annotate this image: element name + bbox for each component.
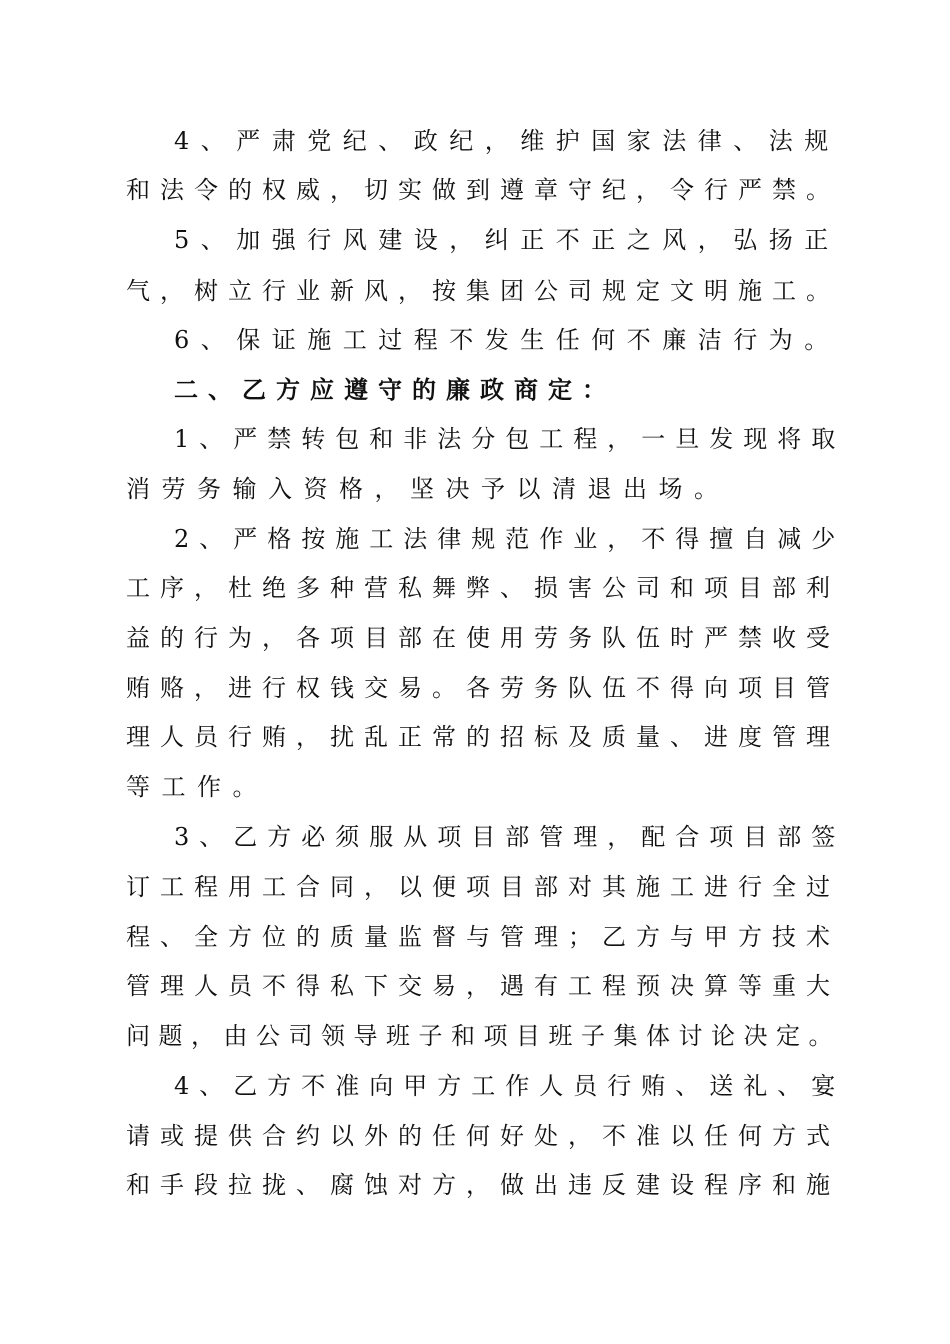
text-line-11: 益的行为，各项目部在使用劳务队伍时严禁收受 <box>126 624 840 652</box>
text-line-4: 气，树立行业新风，按集团公司规定文明施工。 <box>126 277 840 305</box>
text-line-12: 贿赂，进行权钱交易。各劳务队伍不得向项目管 <box>126 674 840 702</box>
text-line-3: 5、加强行风建设，纠正不正之风，弘扬正 <box>174 226 840 254</box>
text-line-15: 3、乙方必须服从项目部管理，配合项目部签 <box>174 823 846 851</box>
text-line-18: 管理人员不得私下交易，遇有工程预决算等重大 <box>126 972 840 1000</box>
text-line-5: 6、保证施工过程不发生任何不廉洁行为。 <box>174 326 840 354</box>
text-line-7: 1、严禁转包和非法分包工程，一旦发现将取 <box>174 425 846 453</box>
section-heading: 二、乙方应遵守的廉政商定： <box>174 376 616 404</box>
text-line-8: 消劳务输入资格，坚决予以清退出场。 <box>126 475 730 503</box>
text-line-2: 和法令的权威，切实做到遵章守纪，令行严禁。 <box>126 176 840 204</box>
text-line-22: 和手段拉拢、腐蚀对方，做出违反建设程序和施 <box>126 1171 840 1199</box>
text-line-17: 程、全方位的质量监督与管理；乙方与甲方技术 <box>126 923 840 951</box>
text-line-1: 4、严肃党纪、政纪，维护国家法律、法规 <box>174 127 840 155</box>
text-line-19: 问题，由公司领导班子和项目班子集体讨论决定。 <box>126 1022 841 1050</box>
text-line-10: 工序，杜绝多种营私舞弊、损害公司和项目部利 <box>126 574 840 602</box>
text-line-21: 请或提供合约以外的任何好处，不准以任何方式 <box>126 1122 840 1150</box>
text-line-16: 订工程用工合同，以便项目部对其施工进行全过 <box>126 873 840 901</box>
text-line-9: 2、严格按施工法律规范作业，不得擅自减少 <box>174 525 846 553</box>
text-line-14: 等工作。 <box>126 773 268 801</box>
text-line-13: 理人员行贿，扰乱正常的招标及质量、进度管理 <box>126 723 840 751</box>
text-line-20: 4、乙方不准向甲方工作人员行贿、送礼、宴 <box>174 1072 846 1100</box>
